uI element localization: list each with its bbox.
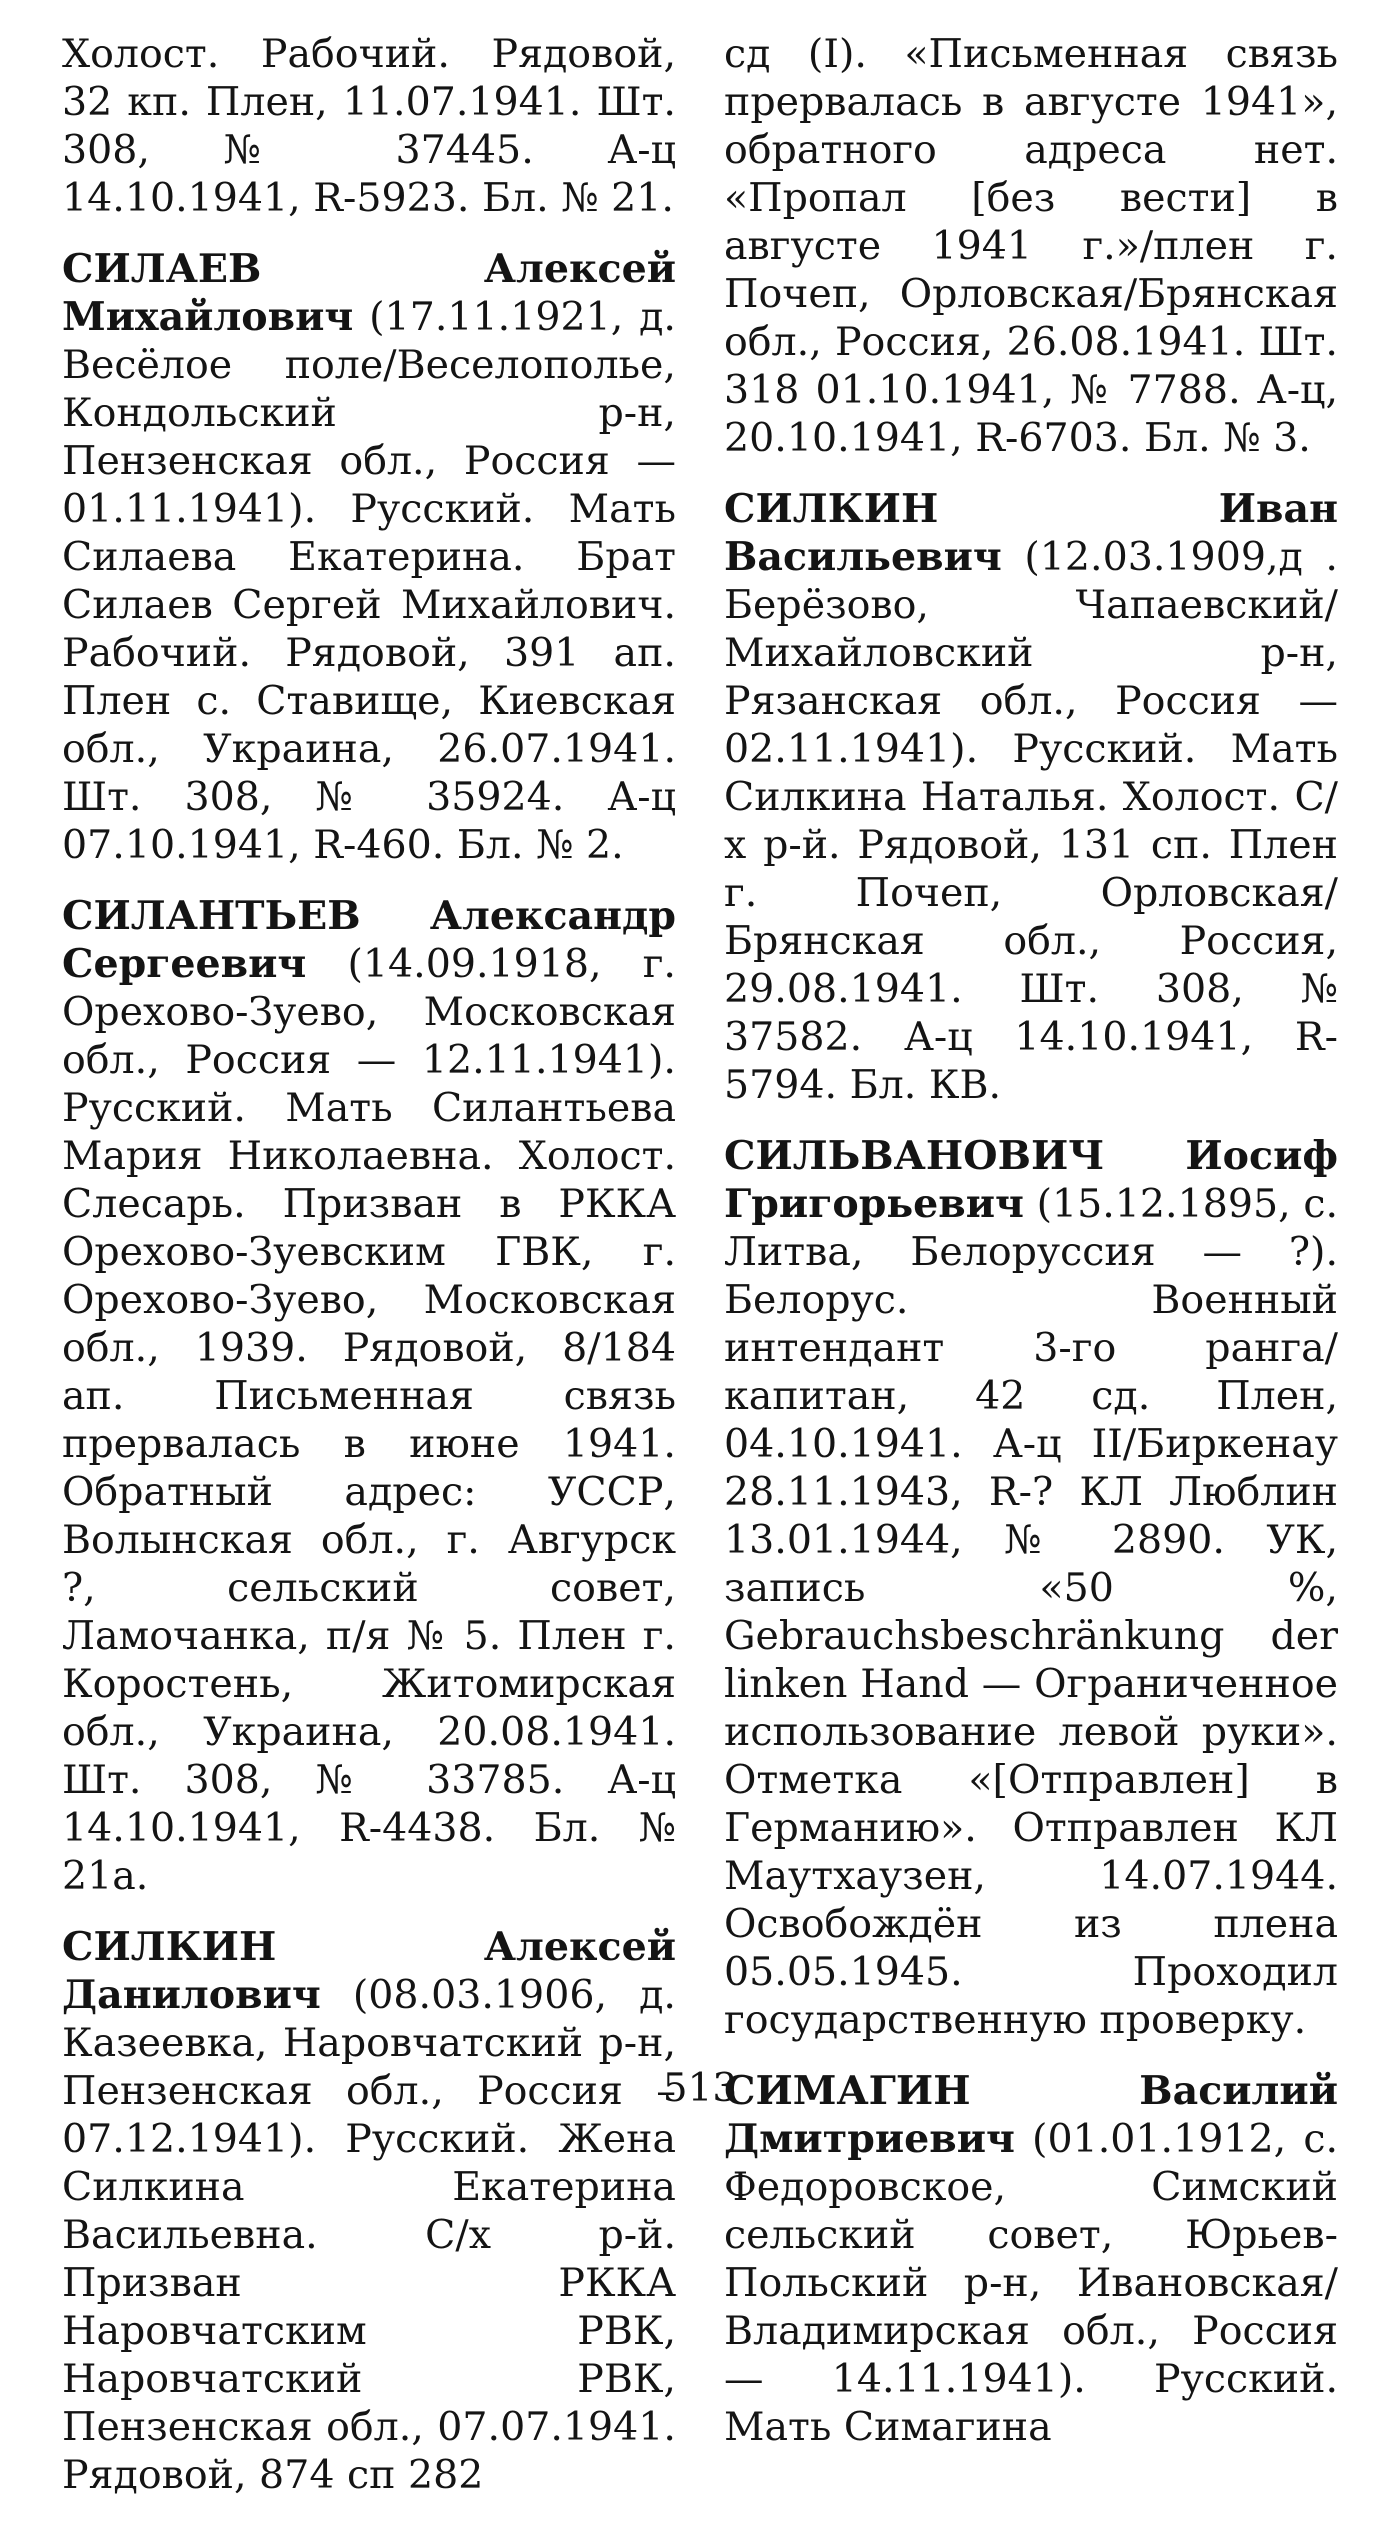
entry-silkin-ivan [724,485,1338,1109]
entry-silkin-aleksey [62,1923,676,2499]
entry-text: (08.03.1906, д. Казеевка, Наровчатский р-н, Пензенская обл., Россия – 07.12.1941). Русский. Жена Силкина Екатерина Васильевна. С/х р-й. Призван РККА Наровчатским РВК, Наровчатский РВК, Пензенская обл., 07.07.1941. Рядовой, 874 сп 282 [62,1972,676,2498]
left-column [62,30,676,2522]
entry-text: (12.03.1909,д . Берёзово, Чапаевский/Михайловский р-н, Рязанская обл., Россия — 02.11.1941). Русский. Мать Силкина Наталья. Холост. С/х р-й. Рядовой, 131 сп. Плен г. Почеп, Орловская/Брянская обл., Россия, 29.08.1941. Шт. 308, № 37582. А-ц 14.10.1941, R-5794. Бл. КВ. [724,534,1338,1108]
entry-name: СИЛКИН Иван Васильевич [724,486,1338,580]
entry-continuation [724,30,1338,462]
entry-continuation [62,30,676,222]
entry-silvanovich [724,1132,1338,2044]
entry-name: СИМАГИН Василий Дмитриевич [724,2068,1338,2162]
entry-text: Холост. Рабочий. Рядовой, 32 кп. Плен, 11.07.1941. Шт. 308, № 37445. А-ц 14.10.1941, R-5923. Бл. № 21. [62,31,676,221]
entry-name: СИЛЬВАНОВИЧ Иосиф Григорьевич [724,1133,1338,1227]
entry-text: (01.01.1912, с. Федоровское, Симский сельский совет, Юрьев-Польский р-н, Ивановская/Владимирская обл., Россия — 14.11.1941). Русский. Мать Симагина [724,2116,1338,2450]
entry-name: СИЛАЕВ Алексей Михайлович [62,246,676,340]
entry-name: СИЛАНТЬЕВ Александр Сергеевич [62,893,676,987]
page-number: 513 [662,2066,738,2111]
entry-silaev [62,245,676,869]
entry-text: (15.12.1895, с. Литва, Белоруссия — ?). Белорус. Военный интендант 3-го ранга/капитан, 42 сд. Плен, 04.10.1941. А-ц II/Биркенау 28.11.1943, R-? КЛ Люблин 13.01.1944, № 2890. УК, запись «50 %, Gebrauchsbeschränkung der linken Hand — Ограниченное использование левой руки». Отметка «[Отправлен] в Германию». Отправлен КЛ Маутхаузен, 14.07.1944. Освобождён из плена 05.05.1945. Проходил государственную проверку. [724,1181,1338,2043]
entry-text: (14.09.1918, г. Орехово-Зуево, Московская обл., Россия — 12.11.1941). Русский. Мать Силантьева Мария Николаевна. Холост. Слесарь. Призван в РККА Орехово-Зуевским ГВК, г. Орехово-Зуево, Московская обл., 1939. Рядовой, 8/184 ап. Письменная связь прервалась в июне 1941. Обратный адрес: УССР, Волынская обл., г. Авгурск ?, сельский совет, Ламочанка, п/я № 5. Плен г. Коростень, Житомирская обл., Украина, 20.08.1941. Шт. 308, № 33785. А-ц 14.10.1941, R-4438. Бл. № 21а. [62,941,676,1899]
entry-text: сд (I). «Письменная связь прервалась в августе 1941», обратного адреса нет. «Пропал [без вести] в августе 1941 г.»/плен г. Почеп, Орловская/Брянская обл., Россия, 26.08.1941. Шт. 318 01.10.1941, № 7788. А-ц, 20.10.1941, R-6703. Бл. № 3. [724,31,1338,461]
entry-simagin [724,2067,1338,2451]
entry-text: (17.11.1921, д. Весёлое поле/Веселополье, Кондольский р-н, Пензенская обл., Россия — 01.11.1941). Русский. Мать Силаева Екатерина. Брат Силаев Сергей Михайлович. Рабочий. Рядовой, 391 ап. Плен с. Ставище, Киевская обл., Украина, 26.07.1941. Шт. 308, № 35924. А-ц 07.10.1941, R-460. Бл. № 2. [62,294,676,868]
entry-silantyev [62,892,676,1900]
entry-name: СИЛКИН Алексей Данилович [62,1924,676,2018]
